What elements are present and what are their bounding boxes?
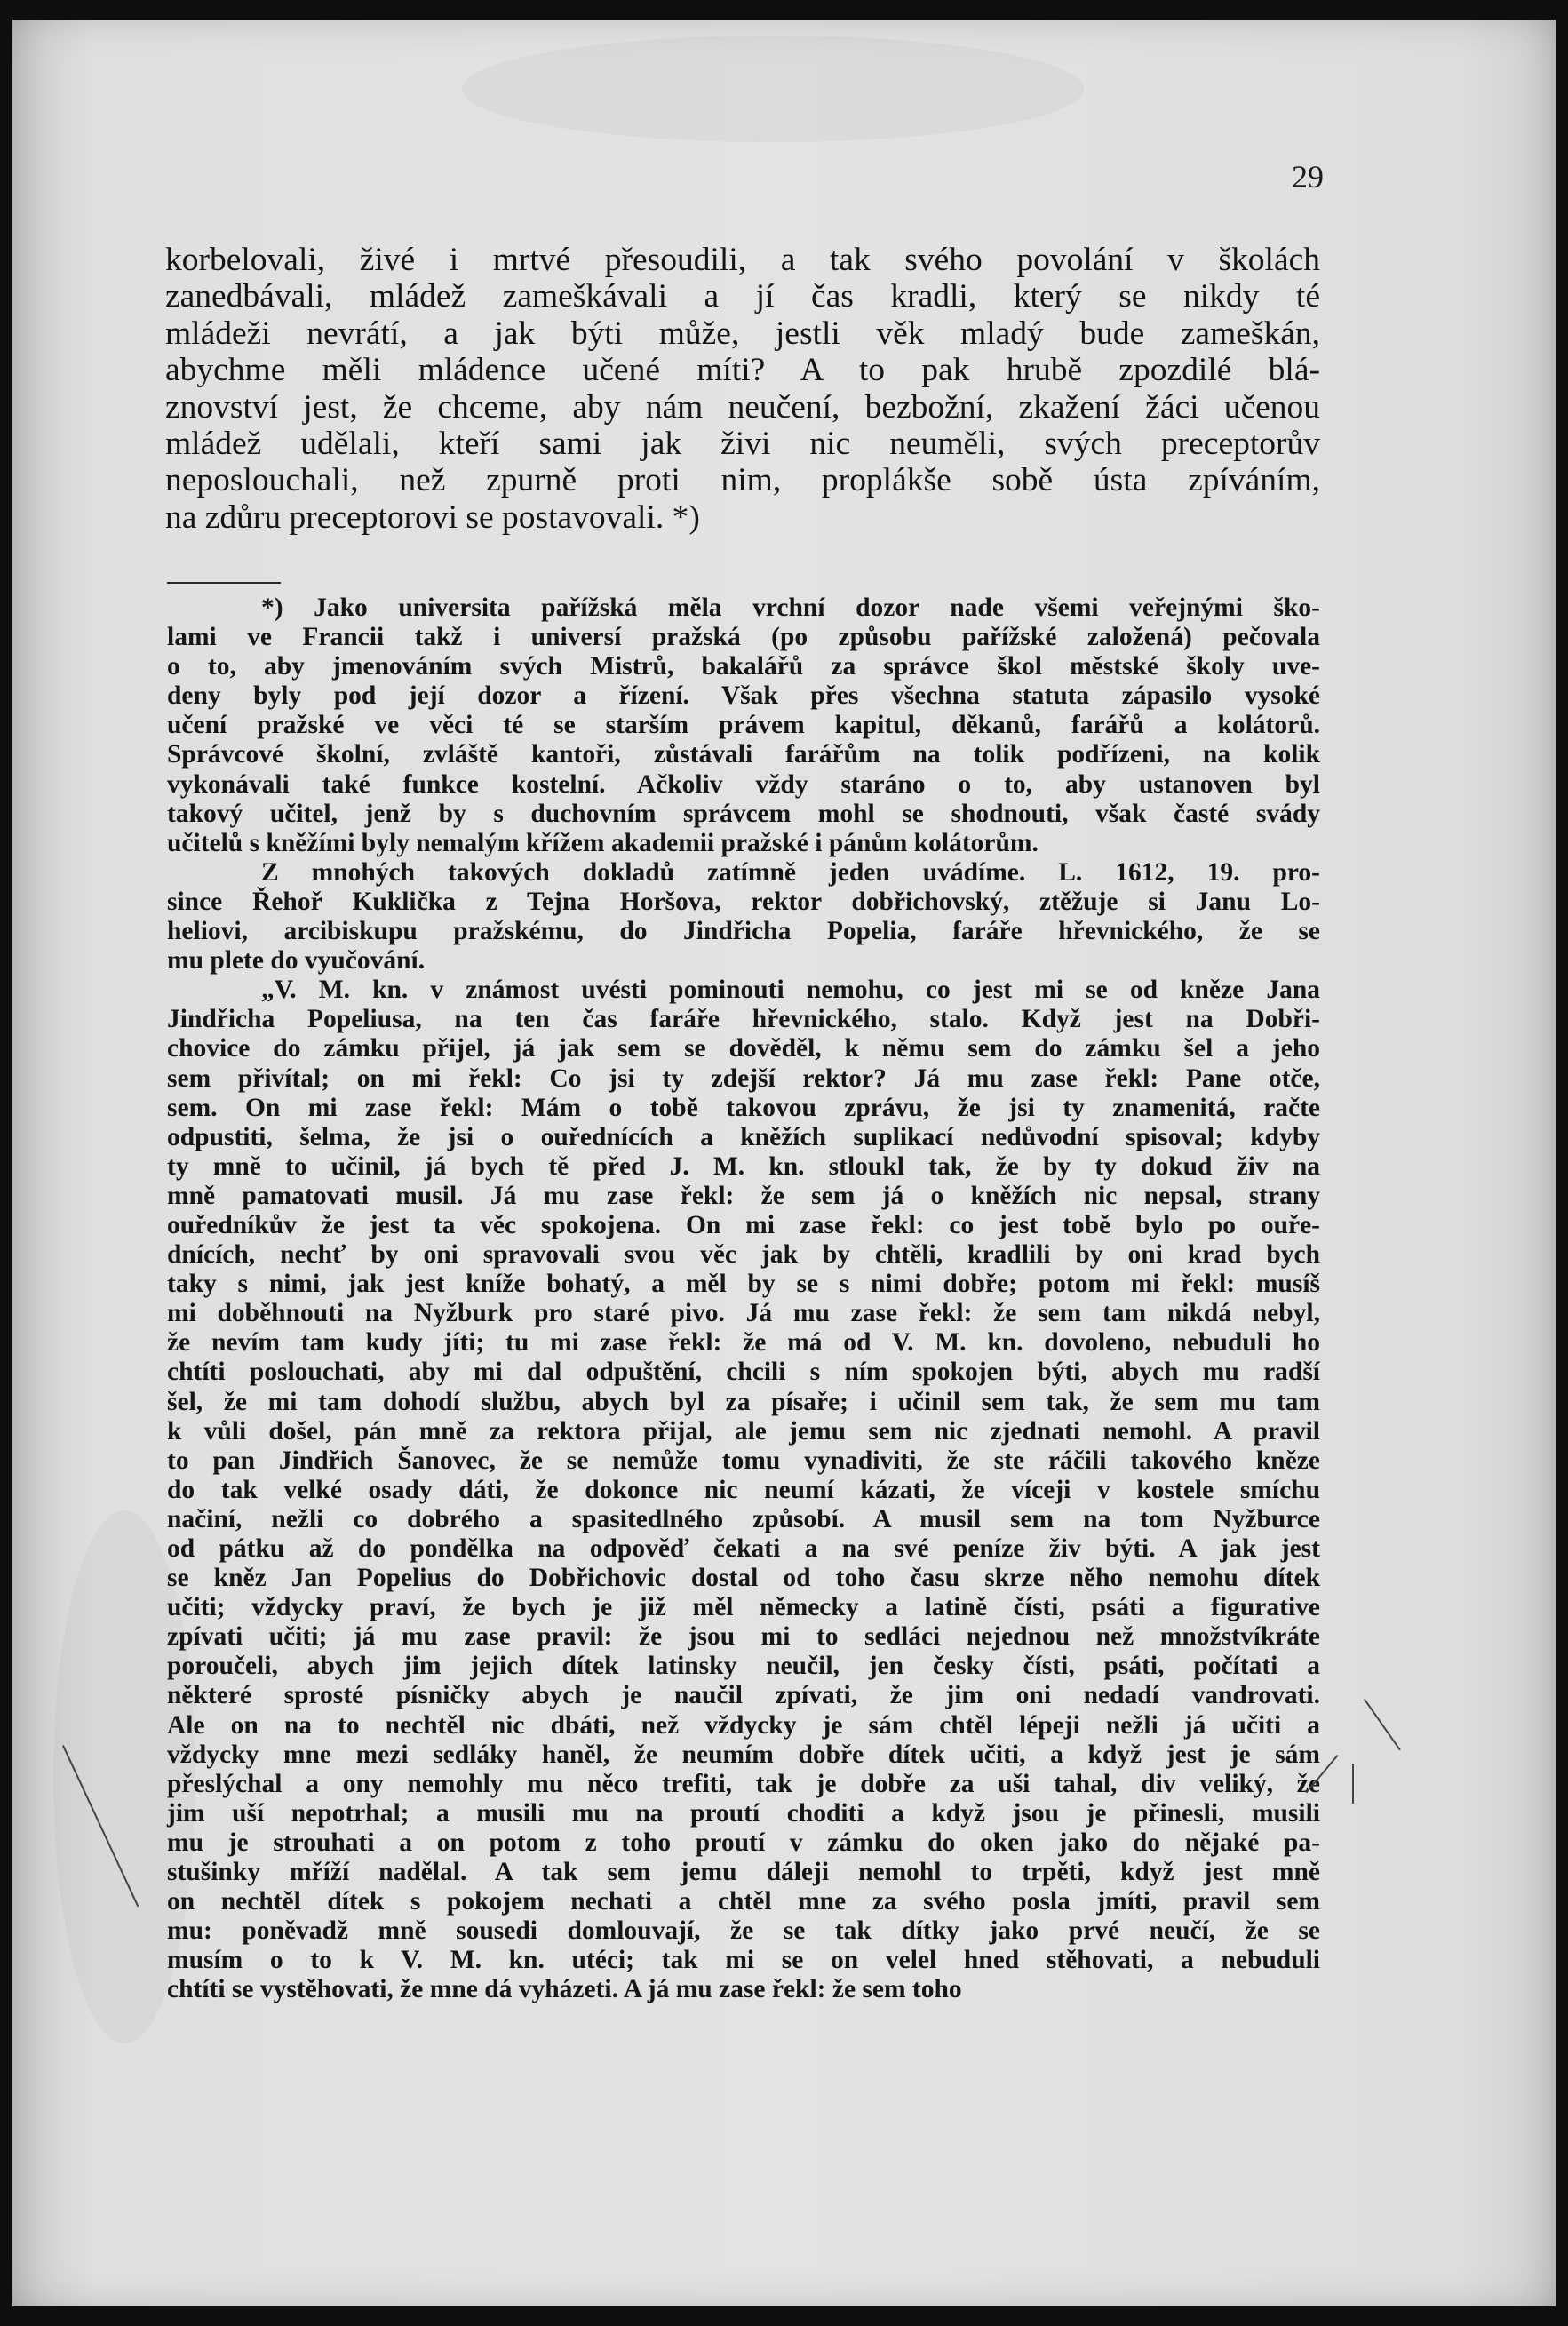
footnote-line: mu je strouhati a on potom z toho proutí v zámku do oken jako do nějaké pa- xyxy=(167,1828,1320,1857)
footnote-line: heliovi, arcibiskupu pražskému, do Jindřicha Popelia, faráře hřevnického, že se xyxy=(167,917,1320,946)
footnote-line: odpustiti, šelma, že jsi o ouřednících a kněžích suplikací nedůvodní spisoval; kdyby xyxy=(167,1122,1320,1151)
footnote-line: vykonávali také funkce kostelní. Ačkoliv vždy staráno o to, aby ustanoven byl xyxy=(167,769,1320,799)
text-line: znovství jest, že chceme, aby nám neučení, bezbožní, zkažení žáci učenou xyxy=(165,388,1320,426)
footnote-line: sem přivítal; on mi řekl: Co jsi ty zdejší rektor? Já mu zase řekl: Pane otče, xyxy=(167,1063,1320,1093)
footnote-line: mi doběhnouti na Nyžburk pro staré pivo. Já mu zase řekl: že sem tam nikdá nebyl, xyxy=(167,1299,1320,1328)
scan-border-bottom xyxy=(0,2306,1568,2326)
footnote xyxy=(167,593,1320,2005)
footnote-line: stušinky mříží nadělal. A tak sem jemu dáleji nemohl to trpěti, když jest mně xyxy=(167,1858,1320,1887)
footnote-line: chtíti se vystěhovati, že mne dá vyházeti. A já mu zase řekl: že sem toho xyxy=(167,1975,962,2004)
main-text-paragraph xyxy=(165,242,1320,536)
footnote-line: načiní, nežli co dobrého a spasitedlného způsobí. A musil sem na tom Nyžburce xyxy=(167,1504,1320,1533)
text-line: korbelovali, živé i mrtvé přesoudili, a tak svého povolání v školách xyxy=(165,242,1320,278)
footnote-line: dnících, nechť by oni spravovali svou věc jak by chtěli, kradlili by oni krad bych xyxy=(167,1240,1320,1270)
footnote-line: učení pražské ve věci té se starším právem kapitul, děkanů, farářů a kolátorů. xyxy=(167,711,1320,740)
footnote-line: se kněz Jan Popelius do Dobřichovic dostal od toho času skrze něho nemohu dítek xyxy=(167,1564,1320,1593)
footnote-line: Správcové školní, zvláště kantoři, zůstávali farářům na tolik podřízeni, na kolik xyxy=(167,740,1320,769)
footnote-line: že nevím tam kudy jíti; tu mi zase řekl: že má od V. M. kn. dovoleno, nebuduli ho xyxy=(167,1328,1320,1358)
footnote-line: některé sprosté písničky abych je naučil zpívati, že jim oni nedadí vandrovati. xyxy=(167,1681,1320,1710)
footnote-line: mu: poněvadž mně sousedi domlouvají, že se tak dítky jako prvé neučí, že se xyxy=(167,1916,1320,1946)
margin-pencil-mark xyxy=(1364,1699,1401,1750)
footnote-line: vždycky mne mezi sedláky haněl, že neumím dobře dítek učiti, a když jest je sám xyxy=(167,1740,1320,1769)
footnote-line: Z mnohých takových dokladů zatímně jeden uvádíme. L. 1612, 19. pro- xyxy=(261,857,1320,887)
footnote-line: do tak velké osady dáti, že dokonce nic neumí kázati, že víceji v kostele smíchu xyxy=(167,1475,1320,1504)
margin-pencil-mark xyxy=(1352,1764,1354,1804)
text-line: na zdůru preceptorovi se postavovali. *) xyxy=(165,498,700,536)
footnote-line: přeslýchal a ony nemohly mu něco trefiti, tak je dobře za uši tahal, div veliký, že xyxy=(167,1769,1320,1798)
footnote-line: deny byly pod její dozor a řízení. Však přes všechna statuta zápasilo vysoké xyxy=(167,681,1320,711)
footnote-line: poroučeli, abych jim jejich dítek latinsky neučil, jen česky čísti, psáti, počítati a xyxy=(167,1652,1320,1681)
footnote-line: ouředníkův že jest ta věc spokojena. On mi zase řekl: co jest tobě bylo po ouře- xyxy=(167,1210,1320,1239)
footnote-line: takový učitel, jenž by s duchovním správcem mohl se shodnouti, však časté svády xyxy=(167,799,1320,828)
footnote-line: on nechtěl dítek s pokojem nechati a chtěl mne za svého posla jmíti, pravil sem xyxy=(167,1887,1320,1916)
paper-stain xyxy=(462,36,1084,142)
footnote-line: jim uší nepotrhal; a musili mu na proutí choditi a když jsou je přinesli, musili xyxy=(167,1798,1320,1828)
footnote-line: Ale on na to nechtěl nic dbáti, než vždycky je sám chtěl lépeji nežli já učiti a xyxy=(167,1710,1320,1740)
footnote-line: učitelů s kněžími byly nemalým křížem akademii pražské i pánům kolátorům. xyxy=(167,828,1039,857)
footnote-line: Jindřicha Popeliusa, na ten čas faráře hřevnického, stalo. Když jest na Dobři- xyxy=(167,1005,1320,1034)
text-line: abychme měli mládence učené míti? A to pak hrubě zpozdilé blá- xyxy=(165,352,1320,389)
footnote-line: mně pamatovati musil. Já mu zase řekl: že sem já o kněžích nic nepsal, strany xyxy=(167,1181,1320,1210)
scan-border-right xyxy=(1556,0,1568,2326)
footnote-line: sem. On mi zase řekl: Mám o tobě takovou zprávu, že jsi ty znamenitá, račte xyxy=(167,1093,1320,1122)
scan-border-top xyxy=(0,0,1568,20)
page-number: 29 xyxy=(1292,159,1324,195)
scan-border-left xyxy=(0,0,12,2326)
footnote-line: „V. M. kn. v známost uvésti pominouti nemohu, co jest mi se od kněze Jana xyxy=(261,976,1320,1005)
footnote-line: k vůli došel, pán mně za rektora přijal, ale jemu sem nic zjednati nemohl. A pravil xyxy=(167,1416,1320,1446)
text-line: zanedbávali, mládež zameškávali a jí čas kradli, který se nikdy té xyxy=(165,278,1320,315)
text-line: mládeži nevrátí, a jak býti může, jestli věk mladý bude zameškán, xyxy=(165,315,1320,352)
footnote-line: since Řehoř Kuklička z Tejna Horšova, rektor dobřichovský, ztěžuje si Janu Lo- xyxy=(167,887,1320,916)
footnote-line: chovice do zámku přijel, já jak sem se dověděl, k němu sem do zámku šel a jeho xyxy=(167,1034,1320,1063)
footnote-line: lami ve Francii takž i universí pražská (po způsobu pařížské založená) pečovala xyxy=(167,623,1320,652)
footnote-line: šel, že mi tam dohodí službu, abych byl za písaře; i učinil sem tak, že sem mu tam xyxy=(167,1387,1320,1416)
footnote-line: *) Jako universita pařížská měla vrchní dozor nade všemi veřejnými ško- xyxy=(261,593,1320,622)
text-line: mládež udělali, kteří sami jak živi nic neuměli, svých preceptorův xyxy=(165,425,1320,462)
footnote-separator-rule xyxy=(167,582,281,584)
footnote-line: učiti; vždycky praví, že bych je již měl německy a latině čísti, psáti a figurative xyxy=(167,1593,1320,1622)
footnote-line: to pan Jindřich Šanovec, že se nemůže tomu vynadiviti, že ste ráčili takového kněze xyxy=(167,1446,1320,1475)
footnote-line: chtíti poslouchati, aby mi dal odpuštění, chcili s ním spokojen býti, abych mu radší xyxy=(167,1358,1320,1387)
footnote-line: ty mně to učinil, já bych tě před J. M. kn. stloukl tak, že by ty dokud živ na xyxy=(167,1151,1320,1181)
footnote-line: zpívati učiti; já mu zase pravil: že jsou mi to sedláci nejednou než množstvíkráte xyxy=(167,1622,1320,1652)
footnote-line: mu plete do vyučování. xyxy=(167,946,426,976)
footnote-line: taky s nimi, jak jest kníže bohatý, a měl by se s nimi dobře; potom mi řekl: musíš xyxy=(167,1270,1320,1299)
footnote-line: musím o to k V. M. kn. utéci; tak mi se on velel hned stěhovati, a nebuduli xyxy=(167,1946,1320,1975)
text-line: neposlouchali, než zpurně proti nim, proplákše sobě ústa zpíváním, xyxy=(165,462,1320,499)
footnote-line: o to, aby jmenováním svých Mistrů, bakalářů za správce škol městské školy uve- xyxy=(167,652,1320,681)
footnote-line: od pátku až do pondělka na odpověď čekati a na své peníze živ býti. A jak jest xyxy=(167,1534,1320,1563)
